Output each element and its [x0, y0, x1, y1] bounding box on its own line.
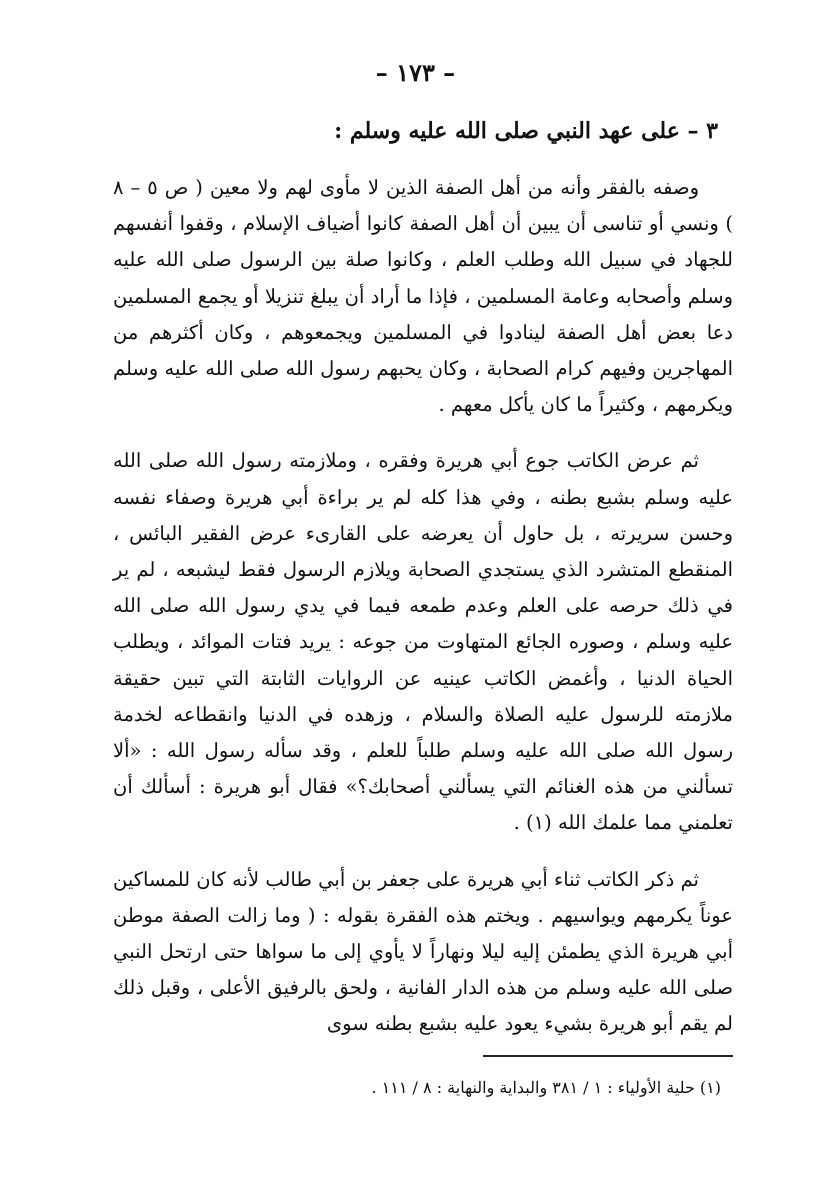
paragraph-2: ثم عرض الكاتب جوع أبي هريرة وفقره ، وملازمته رسول الله صلى الله عليه وسلم بشبع بطنه ، وفي هذا كله لم ير براءة أبي هريرة وصفاء نفسه وحسن سريرته ، بل حاول أن يعرضه على القارىء عرض الفقير البائس ، المنقطع المتشرد الذي يستجدي الصحابة ويلازم الرسول فقط ليشبعه ، لم ير في ذلك حرصه على العلم وعدم طمعه فيما في يدي رسول الله صلى الله عليه وسلم ، وصوره الجائع المتهاوت من جوعه : يريد فتات الموائد ، ويطلب الحياة الدنيا ، وأغمض الكاتب عينيه عن الروايات الثابتة التي تبين حقيقة ملازمته للرسول عليه الصلاة والسلام ، وزهده في الدنيا وانقطاعه لخدمة رسول الله صلى الله عليه وسلم طلباً للعلم ، وقد سأله رسول الله : «ألا تسألني من هذه الغنائم التي يسألني أصحابك؟» فقال أبو هريرة : أسألك أن تعلمني مما علمك الله (١) . — [113, 449, 733, 835]
body-text — [113, 170, 733, 1063]
paragraph-1: وصفه بالفقر وأنه من أهل الصفة الذين لا مأوى لهم ولا معين ( ص ٥ – ٨ ) ونسي أو تناسى أن يبين أن أهل الصفة كانوا أضياف الإسلام ، وقفوا أنفسهم للجهاد في سبيل الله وطلب العلم ، وكانوا صلة بين الرسول صلى الله عليه وسلم وأصحابه وعامة المسلمين ، فإذا ما أراد أن يبلغ تنزيلا أو يجمع المسلمين دعا بعض أهل الصفة لينادوا في المسلمين ويجمعوهم ، وكان أكثرهم من المهاجرين وفيهم كرام الصحابة ، وكان يحبهم رسول الله صلى الله عليه وسلم ويكرمهم ، وكثيراً ما كان يأكل معهم . — [113, 176, 733, 417]
footnote: (١) حلية الأولياء : ١ / ٣٨١ والبداية والنهاية : ٨ / ١١١ . — [371, 1078, 721, 1097]
paragraph-3: ثم ذكر الكاتب ثناء أبي هريرة على جعفر بن أبي طالب لأنه كان للمساكين عوناً يكرمهم ويواسيهم . ويختم هذه الفقرة بقوله : ( وما زالت الصفة موطن أبي هريرة الذي يطمئن إليه ليلا ونهاراً لا يأوي إلى ما سواها حتى ارتحل النبي صلى الله عليه وسلم من هذه الدار الفانية ، ولحق بالرفيق الأعلى ، وقبل ذلك لم يقم أبو هريرة بشيء يعود عليه بشبع بطنه سوى — [113, 867, 733, 1036]
footnote-divider — [483, 1055, 733, 1057]
section-heading: ٣ – على عهد النبي صلى الله عليه وسلم : — [334, 118, 718, 144]
page-number: – ١٧٣ – — [375, 58, 456, 87]
